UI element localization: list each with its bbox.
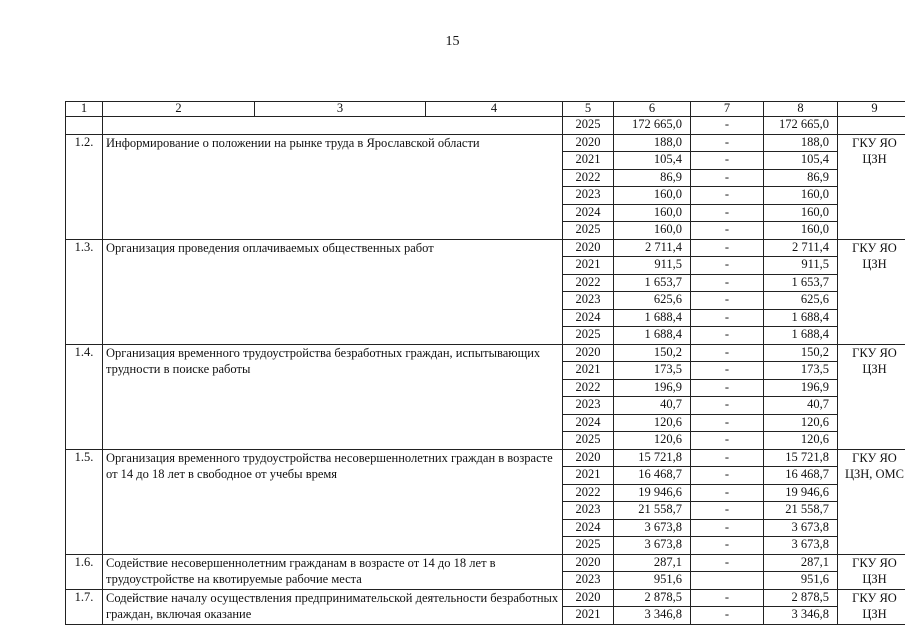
amount-cell: 3 346,8 bbox=[764, 607, 838, 625]
item-name: Информирование о положении на рынке труда в Ярославской области bbox=[103, 134, 563, 239]
dash-cell: - bbox=[691, 379, 764, 397]
item-number: 1.4. bbox=[66, 344, 103, 449]
year-cell: 2024 bbox=[563, 204, 614, 222]
item-number: 1.2. bbox=[66, 134, 103, 239]
dash-cell: - bbox=[691, 589, 764, 607]
amount-cell: 86,9 bbox=[614, 169, 691, 187]
amount-cell: 120,6 bbox=[764, 414, 838, 432]
amount-cell: 160,0 bbox=[614, 222, 691, 240]
amount-cell: 86,9 bbox=[764, 169, 838, 187]
carry-row bbox=[66, 117, 905, 135]
year-cell: 2023 bbox=[563, 292, 614, 310]
dash-cell: - bbox=[691, 362, 764, 380]
amount-cell: 2 711,4 bbox=[764, 239, 838, 257]
amount-cell: 188,0 bbox=[614, 134, 691, 152]
dash-cell: - bbox=[691, 134, 764, 152]
year-cell: 2025 bbox=[563, 117, 614, 135]
year-cell: 2021 bbox=[563, 607, 614, 625]
year-cell: 2024 bbox=[563, 414, 614, 432]
year-cell: 2023 bbox=[563, 187, 614, 205]
dash-cell: - bbox=[691, 257, 764, 275]
amount-cell: 40,7 bbox=[614, 397, 691, 415]
amount-cell: 21 558,7 bbox=[764, 502, 838, 520]
header-cell: 3 bbox=[255, 102, 426, 117]
header-cell: 7 bbox=[691, 102, 764, 117]
amount-cell: 1 688,4 bbox=[764, 309, 838, 327]
header-cell: 8 bbox=[764, 102, 838, 117]
year-cell: 2020 bbox=[563, 239, 614, 257]
amount-cell: 625,6 bbox=[614, 292, 691, 310]
amount-cell: 21 558,7 bbox=[614, 502, 691, 520]
page-number: 15 bbox=[445, 34, 460, 49]
amount-cell: 150,2 bbox=[614, 344, 691, 362]
dash-cell: - bbox=[691, 414, 764, 432]
executor-cell: ГКУ ЯО ЦЗН bbox=[838, 239, 905, 344]
header-cell: 4 bbox=[426, 102, 563, 117]
table-row bbox=[66, 554, 905, 572]
amount-cell: 150,2 bbox=[764, 344, 838, 362]
header-row bbox=[66, 102, 905, 117]
amount-cell: 172 665,0 bbox=[764, 117, 838, 135]
table-row bbox=[66, 344, 905, 362]
year-cell: 2020 bbox=[563, 554, 614, 572]
header-cell: 5 bbox=[563, 102, 614, 117]
executor-cell: ГКУ ЯО ЦЗН bbox=[838, 344, 905, 449]
year-cell: 2021 bbox=[563, 467, 614, 485]
dash-cell: - bbox=[691, 309, 764, 327]
year-cell: 2020 bbox=[563, 589, 614, 607]
dash-cell: - bbox=[691, 239, 764, 257]
dash-cell: - bbox=[691, 187, 764, 205]
amount-cell: 2 878,5 bbox=[614, 589, 691, 607]
dash-cell: - bbox=[691, 327, 764, 345]
amount-cell: 120,6 bbox=[614, 432, 691, 450]
amount-cell: 160,0 bbox=[614, 204, 691, 222]
dash-cell: - bbox=[691, 169, 764, 187]
dash-cell: - bbox=[691, 292, 764, 310]
dash-cell: - bbox=[691, 397, 764, 415]
amount-cell: 196,9 bbox=[764, 379, 838, 397]
executor-cell: ГКУ ЯО ЦЗН, ОМС bbox=[838, 449, 905, 554]
item-name: Организация временного трудоустройства несовершеннолетних граждан в возрасте от 14 до 18 лет в свободное от учебы время bbox=[103, 449, 563, 554]
table-row bbox=[66, 449, 905, 467]
header-cell: 6 bbox=[614, 102, 691, 117]
dash-cell: - bbox=[691, 274, 764, 292]
amount-cell: 1 688,4 bbox=[614, 327, 691, 345]
dash-cell: - bbox=[691, 432, 764, 450]
amount-cell: 1 653,7 bbox=[764, 274, 838, 292]
year-cell: 2021 bbox=[563, 257, 614, 275]
amount-cell: 3 673,8 bbox=[764, 519, 838, 537]
amount-cell: 105,4 bbox=[764, 152, 838, 170]
amount-cell: 2 711,4 bbox=[614, 239, 691, 257]
year-cell: 2020 bbox=[563, 344, 614, 362]
amount-cell: 160,0 bbox=[764, 187, 838, 205]
program-table bbox=[65, 101, 905, 625]
amount-cell: 911,5 bbox=[764, 257, 838, 275]
dash-cell: - bbox=[691, 519, 764, 537]
year-cell: 2021 bbox=[563, 362, 614, 380]
amount-cell: 188,0 bbox=[764, 134, 838, 152]
amount-cell: 1 653,7 bbox=[614, 274, 691, 292]
dash-cell: - bbox=[691, 484, 764, 502]
dash-cell bbox=[691, 572, 764, 590]
year-cell: 2022 bbox=[563, 169, 614, 187]
amount-cell: 173,5 bbox=[614, 362, 691, 380]
amount-cell: 287,1 bbox=[764, 554, 838, 572]
dash-cell: - bbox=[691, 554, 764, 572]
amount-cell: 16 468,7 bbox=[764, 467, 838, 485]
dash-cell: - bbox=[691, 204, 764, 222]
table-row bbox=[66, 589, 905, 607]
amount-cell: 19 946,6 bbox=[764, 484, 838, 502]
amount-cell: 3 346,8 bbox=[614, 607, 691, 625]
amount-cell: 911,5 bbox=[614, 257, 691, 275]
amount-cell: 196,9 bbox=[614, 379, 691, 397]
header-cell: 1 bbox=[66, 102, 103, 117]
item-name: Содействие несовершеннолетним гражданам в возрасте от 14 до 18 лет в трудоустройстве на квотируемые рабочие места bbox=[103, 554, 563, 589]
item-name: Содействие началу осуществления предпринимательской деятельности безработных граждан, включая оказание bbox=[103, 589, 563, 624]
amount-cell: 951,6 bbox=[764, 572, 838, 590]
dash-cell: - bbox=[691, 449, 764, 467]
year-cell: 2022 bbox=[563, 379, 614, 397]
table-row bbox=[66, 134, 905, 152]
year-cell: 2021 bbox=[563, 152, 614, 170]
year-cell: 2023 bbox=[563, 572, 614, 590]
empty-cell bbox=[66, 117, 103, 135]
item-name: Организация временного трудоустройства безработных граждан, испытывающих трудности в поиске работы bbox=[103, 344, 563, 449]
year-cell: 2025 bbox=[563, 222, 614, 240]
dash-cell: - bbox=[691, 537, 764, 555]
item-name: Организация проведения оплачиваемых общественных работ bbox=[103, 239, 563, 344]
executor-cell: ГКУ ЯО ЦЗН bbox=[838, 554, 905, 589]
amount-cell: 15 721,8 bbox=[764, 449, 838, 467]
item-number: 1.3. bbox=[66, 239, 103, 344]
amount-cell: 173,5 bbox=[764, 362, 838, 380]
year-cell: 2025 bbox=[563, 432, 614, 450]
dash-cell: - bbox=[691, 152, 764, 170]
amount-cell: 3 673,8 bbox=[614, 519, 691, 537]
year-cell: 2024 bbox=[563, 519, 614, 537]
amount-cell: 1 688,4 bbox=[614, 309, 691, 327]
header-cell: 2 bbox=[103, 102, 255, 117]
year-cell: 2024 bbox=[563, 309, 614, 327]
year-cell: 2022 bbox=[563, 484, 614, 502]
year-cell: 2022 bbox=[563, 274, 614, 292]
year-cell: 2025 bbox=[563, 327, 614, 345]
amount-cell: 16 468,7 bbox=[614, 467, 691, 485]
item-number: 1.5. bbox=[66, 449, 103, 554]
amount-cell: 105,4 bbox=[614, 152, 691, 170]
dash-cell: - bbox=[691, 117, 764, 135]
amount-cell: 2 878,5 bbox=[764, 589, 838, 607]
header-cell: 9 bbox=[838, 102, 905, 117]
dash-cell: - bbox=[691, 344, 764, 362]
dash-cell: - bbox=[691, 467, 764, 485]
item-number: 1.6. bbox=[66, 554, 103, 589]
empty-cell bbox=[838, 117, 905, 135]
amount-cell: 40,7 bbox=[764, 397, 838, 415]
year-cell: 2020 bbox=[563, 134, 614, 152]
dash-cell: - bbox=[691, 502, 764, 520]
executor-cell: ГКУ ЯО ЦЗН bbox=[838, 589, 905, 624]
empty-cell bbox=[103, 117, 563, 135]
amount-cell: 625,6 bbox=[764, 292, 838, 310]
amount-cell: 15 721,8 bbox=[614, 449, 691, 467]
year-cell: 2023 bbox=[563, 397, 614, 415]
amount-cell: 120,6 bbox=[614, 414, 691, 432]
amount-cell: 951,6 bbox=[614, 572, 691, 590]
amount-cell: 3 673,8 bbox=[614, 537, 691, 555]
amount-cell: 19 946,6 bbox=[614, 484, 691, 502]
table-row bbox=[66, 239, 905, 257]
dash-cell: - bbox=[691, 607, 764, 625]
amount-cell: 287,1 bbox=[614, 554, 691, 572]
amount-cell: 1 688,4 bbox=[764, 327, 838, 345]
dash-cell: - bbox=[691, 222, 764, 240]
amount-cell: 160,0 bbox=[764, 222, 838, 240]
year-cell: 2023 bbox=[563, 502, 614, 520]
amount-cell: 160,0 bbox=[614, 187, 691, 205]
executor-cell: ГКУ ЯО ЦЗН bbox=[838, 134, 905, 239]
year-cell: 2025 bbox=[563, 537, 614, 555]
amount-cell: 172 665,0 bbox=[614, 117, 691, 135]
amount-cell: 120,6 bbox=[764, 432, 838, 450]
item-number: 1.7. bbox=[66, 589, 103, 624]
amount-cell: 160,0 bbox=[764, 204, 838, 222]
year-cell: 2020 bbox=[563, 449, 614, 467]
amount-cell: 3 673,8 bbox=[764, 537, 838, 555]
